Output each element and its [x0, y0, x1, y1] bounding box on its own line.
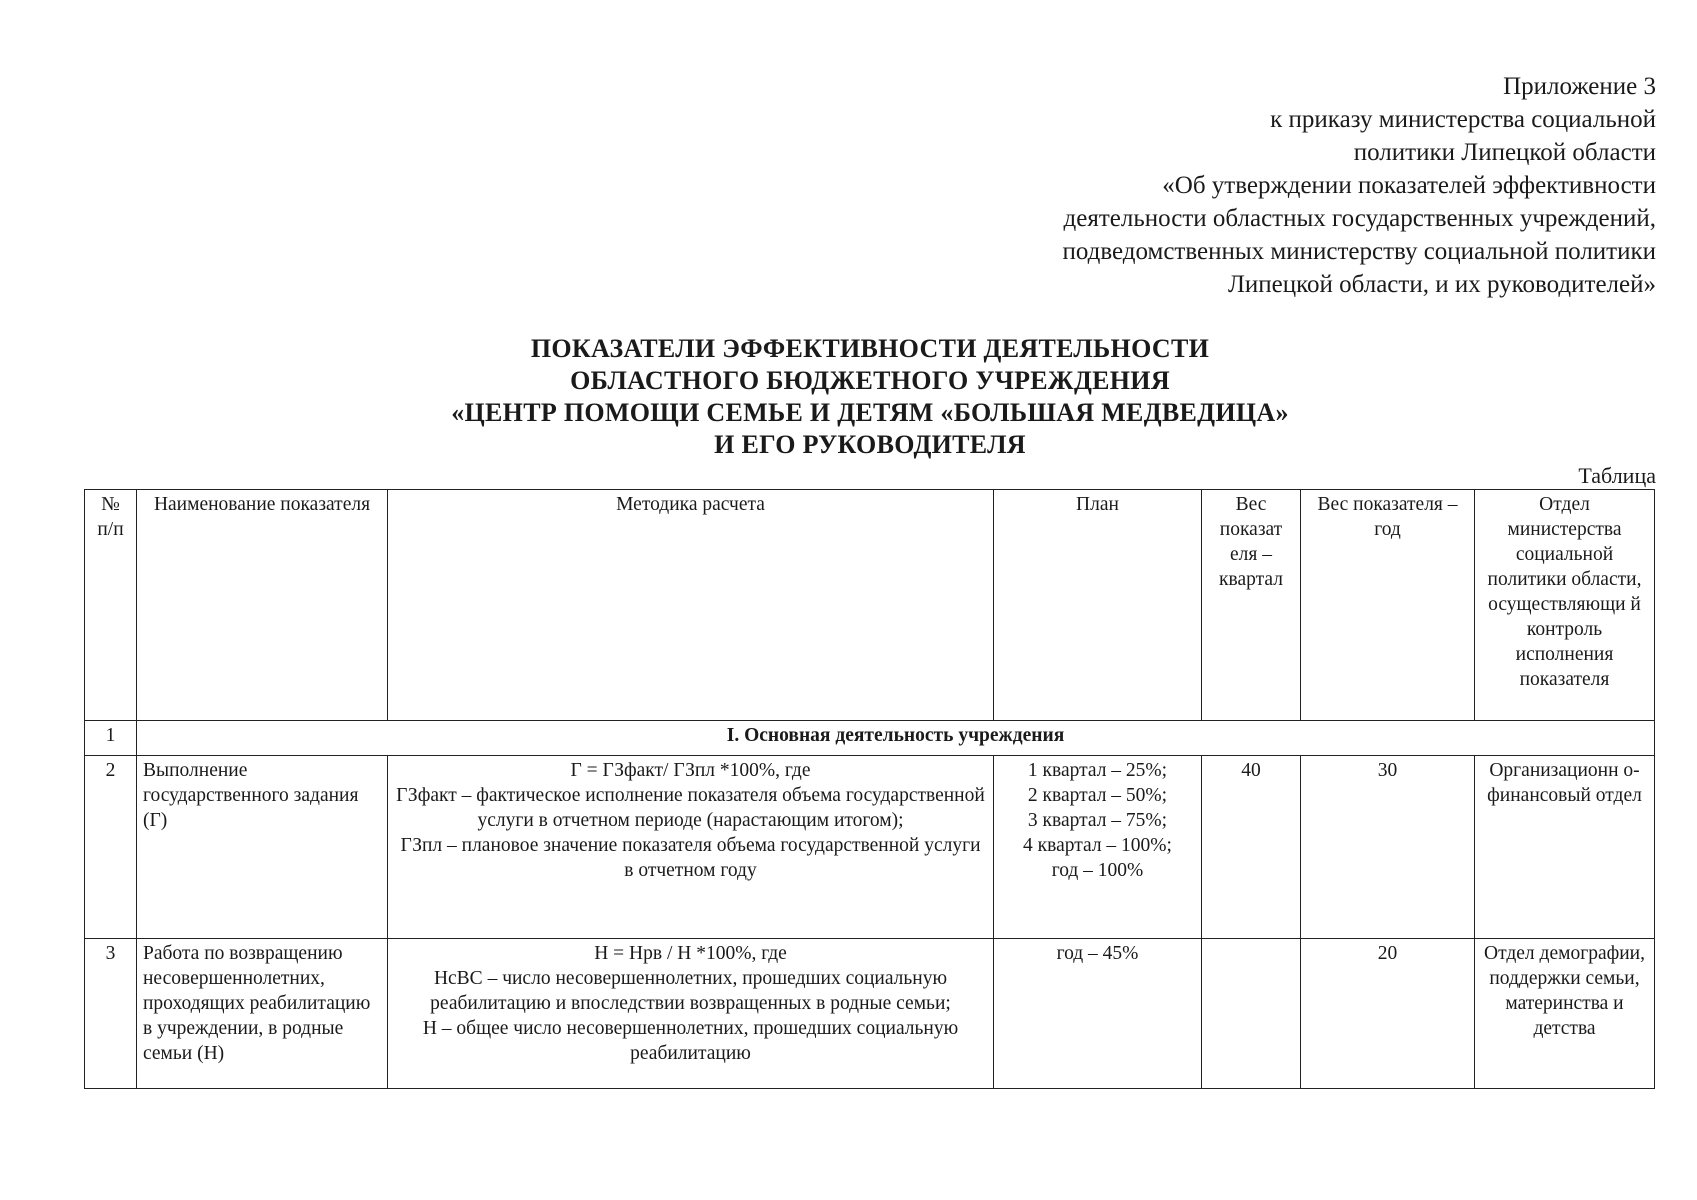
header-method: Методика расчета — [388, 490, 994, 721]
table-caption: Таблица — [1578, 463, 1656, 488]
row-plan — [994, 939, 1202, 1089]
row-weight-year: 20 — [1301, 939, 1475, 1089]
title-line: И ЕГО РУКОВОДИТЕЛЯ — [714, 430, 1026, 459]
method-line: ГЗфакт – фактическое исполнение показателя объема государственной услуги в отчетном периоде (нарастающим итогом); — [396, 785, 985, 831]
method-line: Н = Нрв / Н *100%, где — [594, 943, 787, 964]
appendix-line: к приказу министерства социальной — [1270, 106, 1656, 133]
row-method — [388, 756, 994, 939]
row-weight-year: 30 — [1301, 756, 1475, 939]
title-line: ОБЛАСТНОГО БЮДЖЕТНОГО УЧРЕЖДЕНИЯ — [570, 366, 1170, 395]
plan-line: 3 квартал – 75%; — [1027, 810, 1168, 831]
method-line: Н – общее число несовершеннолетних, прошедших социальную реабилитацию — [422, 1018, 959, 1064]
row-department: Организационн о-финансовый отдел — [1475, 756, 1655, 939]
header-weight-quarter: Вес показат еля – квартал — [1202, 490, 1301, 721]
row-num: 2 — [85, 756, 137, 939]
section-row — [85, 721, 1655, 756]
row-weight-quarter: 40 — [1202, 756, 1301, 939]
indicators-table — [84, 489, 1655, 1089]
method-line: ГЗпл – плановое значение показателя объема государственной услуги в отчетном году — [400, 835, 981, 881]
title-line: ПОКАЗАТЕЛИ ЭФФЕКТИВНОСТИ ДЕЯТЕЛЬНОСТИ — [530, 334, 1210, 363]
method-line: НсВС – число несовершеннолетних, прошедших социальную реабилитацию и впоследствии возвращенных в родные семьи; — [430, 968, 951, 1014]
row-department: Отдел демографии, поддержки семьи, материнства и детства — [1475, 939, 1655, 1089]
row-method — [388, 939, 994, 1089]
method-line: Г = ГЗфакт/ ГЗпл *100%, где — [570, 760, 811, 781]
row-name: Выполнение государственного задания (Г) — [137, 756, 388, 939]
table-row — [85, 756, 1655, 939]
plan-line: 2 квартал – 50%; — [1027, 785, 1168, 806]
header-name: Наименование показателя — [137, 490, 388, 721]
appendix-line: Липецкой области, и их руководителей» — [1227, 271, 1656, 298]
header-plan: План — [994, 490, 1202, 721]
table-header-row — [85, 490, 1655, 721]
row-name: Работа по возвращению несовершеннолетних, проходящих реабилитацию в учреждении, в родные семьи (Н) — [137, 939, 388, 1089]
table-row — [85, 939, 1655, 1089]
header-department: Отдел министерства социальной политики области, осуществляющи й контроль исполнения показателя — [1475, 490, 1655, 721]
section-title: I. Основная деятельность учреждения — [137, 721, 1655, 756]
appendix-line: политики Липецкой области — [1353, 139, 1656, 166]
header-num: № п/п — [85, 490, 137, 721]
appendix-line: подведомственных министерству социальной политики — [1062, 238, 1656, 265]
plan-line: 4 квартал – 100%; — [1023, 835, 1172, 856]
appendix-line: деятельности областных государственных учреждений, — [1063, 205, 1656, 232]
row-num: 3 — [85, 939, 137, 1089]
appendix-header — [756, 70, 1656, 301]
appendix-line: Приложение 3 — [1503, 73, 1656, 100]
plan-line: 1 квартал – 25%; — [1027, 760, 1168, 781]
plan-line: год – 100% — [1051, 860, 1144, 881]
row-weight-quarter — [1202, 939, 1301, 1089]
document-title — [0, 333, 1697, 461]
title-line: «ЦЕНТР ПОМОЩИ СЕМЬЕ И ДЕТЯМ «БОЛЬШАЯ МЕДВЕДИЦА» — [451, 398, 1289, 427]
plan-line: год – 45% — [1056, 943, 1139, 964]
header-weight-year: Вес показателя – год — [1301, 490, 1475, 721]
appendix-line: «Об утверждении показателей эффективности — [1162, 172, 1656, 199]
row-plan — [994, 756, 1202, 939]
section-num: 1 — [85, 721, 137, 756]
